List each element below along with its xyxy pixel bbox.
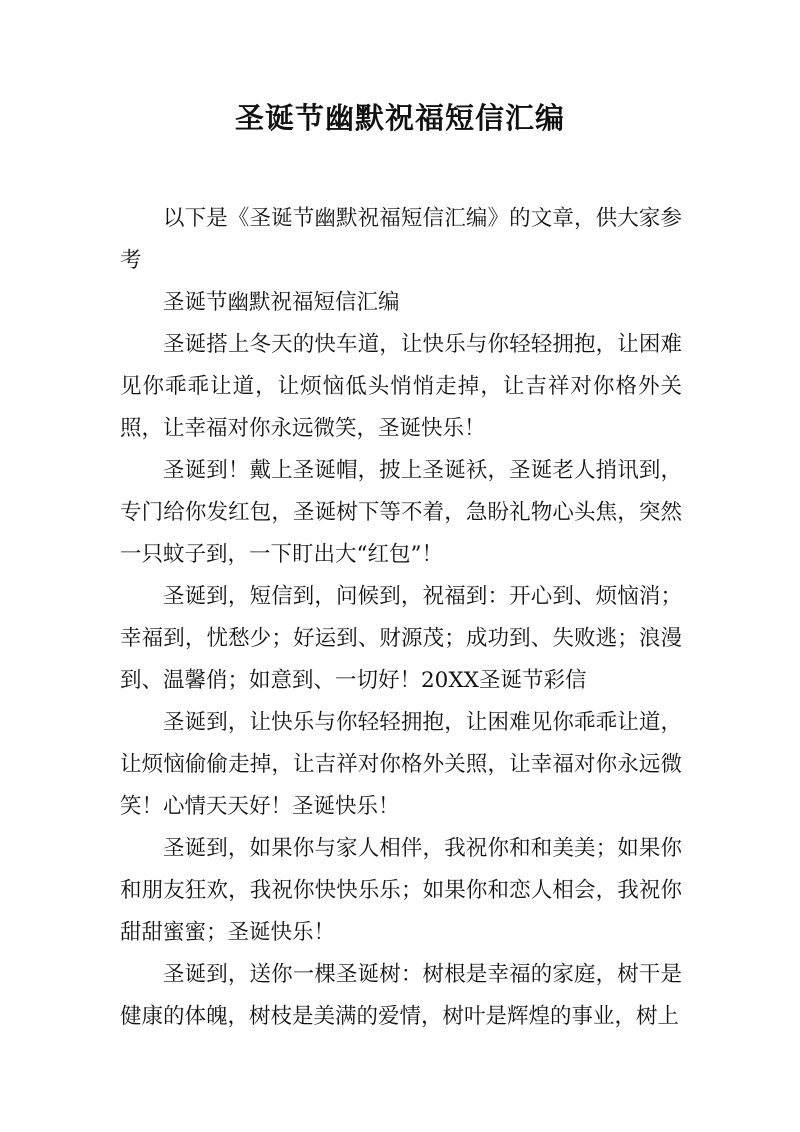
paragraph: 圣诞到，短信到，问候到，祝福到：开心到、烦恼消；幸福到，忧愁少；好运到、财源茂；成功到、失败逃；浪漫到、温馨俏；如意到、一切好！20XX圣诞节彩信 [120,584,682,693]
paragraph: 圣诞搭上冬天的快车道，让快乐与你轻轻拥抱，让困难见你乖乖让道，让烦恼低头悄悄走掉，让吉祥对你格外关照，让幸福对你永远微笑，圣诞快乐！ [120,332,682,441]
paragraph-subtitle: 圣诞节幽默祝福短信汇编 [163,290,400,315]
paragraph-intro: 以下是《圣诞节幽默祝福短信汇编》的文章，供大家参考 [120,206,682,273]
page-title: 圣诞节幽默祝福短信汇编 [234,101,565,135]
document-body [120,198,682,1038]
paragraph: 圣诞到，让快乐与你轻轻拥抱，让困难见你乖乖让道，让烦恼偷偷走掉，让吉祥对你格外关照，让幸福对你永远微笑！心情天天好！圣诞快乐！ [120,710,682,819]
paragraph: 圣诞到！戴上圣诞帽，披上圣诞袄，圣诞老人捎讯到，专门给你发红包，圣诞树下等不着，急盼礼物心头焦，突然一只蚊子到，一下盯出大“红包”！ [120,458,682,567]
paragraph: 圣诞到，如果你与家人相伴，我祝你和和美美；如果你和朋友狂欢，我祝你快快乐乐；如果你和恋人相会，我祝你甜甜蜜蜜；圣诞快乐！ [120,836,682,945]
paragraph: 圣诞到，送你一棵圣诞树：树根是幸福的家庭，树干是健康的体魄，树枝是美满的爱情，树叶是辉煌的事业，树上 [120,962,682,1029]
